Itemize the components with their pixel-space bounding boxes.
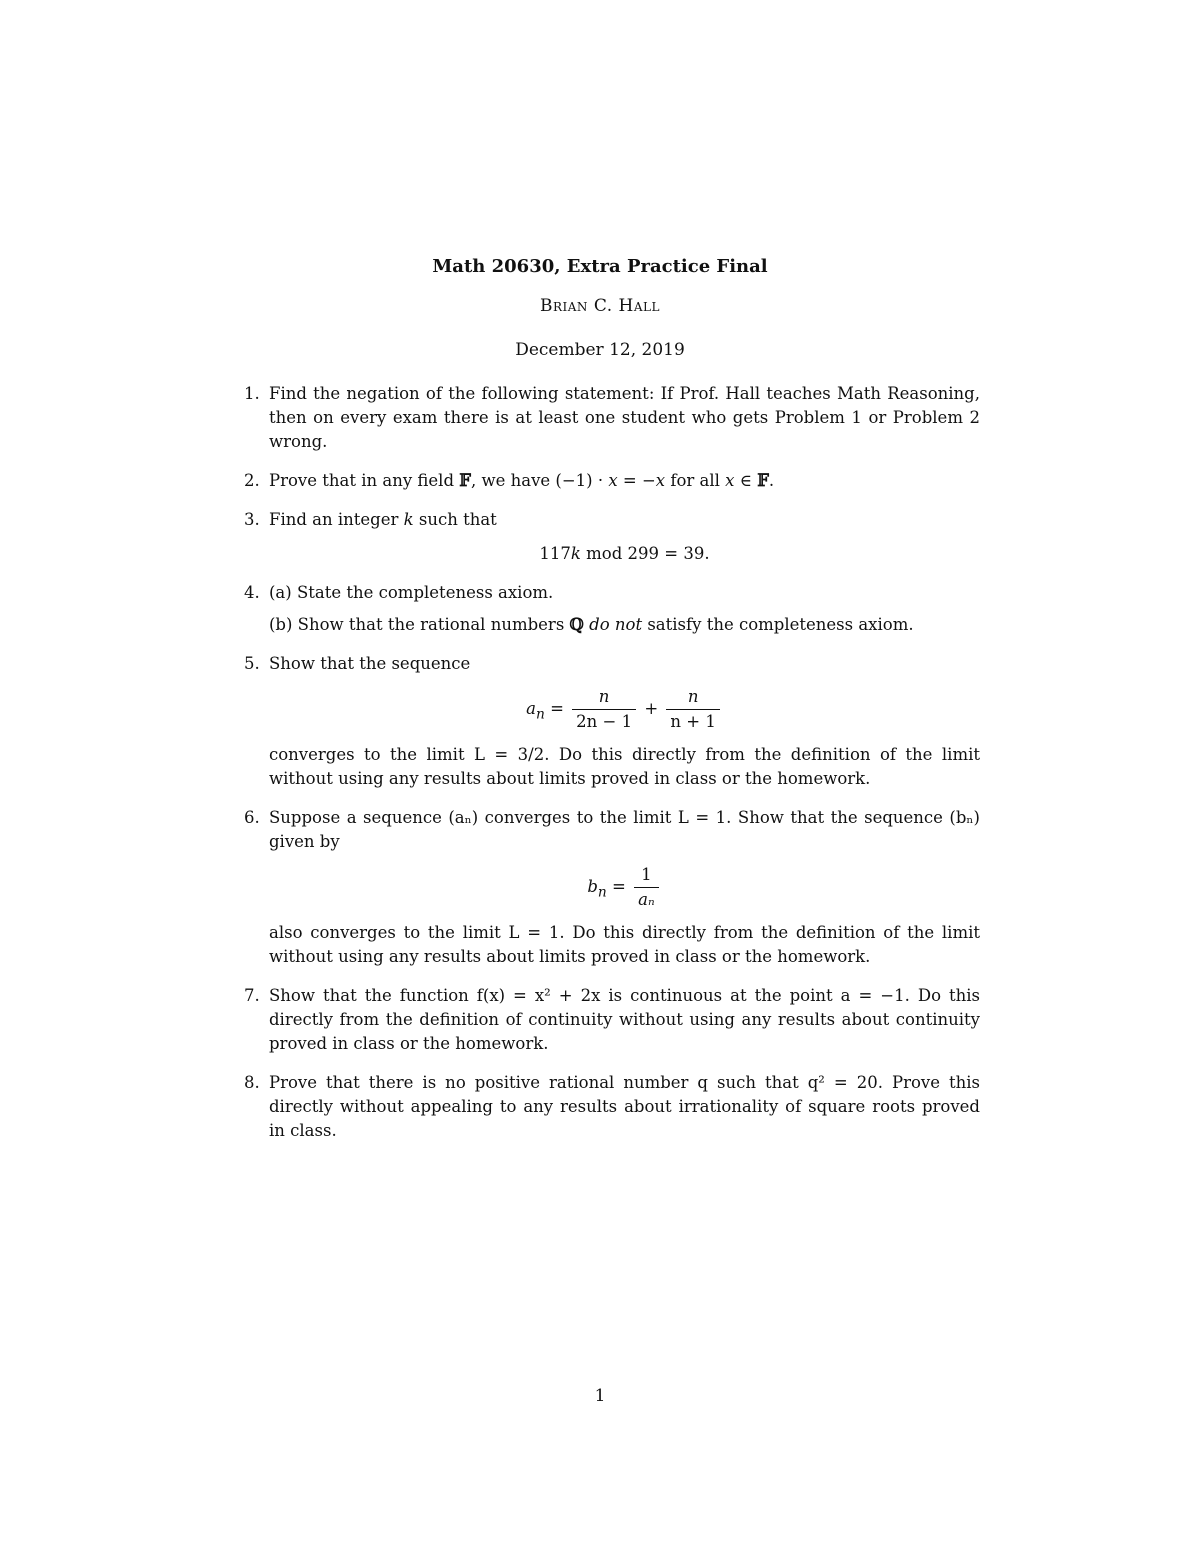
- problem-text: converges to the limit L = 3/2. Do this directly from the definition of the limit without using any results about limits proved in class or the homework.: [269, 745, 980, 788]
- problem-text: Show that the sequence: [269, 654, 471, 673]
- fraction-denominator: n + 1: [670, 712, 716, 731]
- fraction-numerator: n: [572, 686, 636, 710]
- problem-list: [244, 382, 980, 1158]
- problem-text: Show that the function f(x) = x² + 2x is continuous at the point a = −1. Do this directly from the definition of continuity without using any results about continuity proved in class or the homework.: [269, 986, 980, 1053]
- problem-4: [244, 581, 980, 637]
- problem-part-a: (a) State the completeness axiom.: [269, 583, 554, 602]
- problem-1: [244, 382, 980, 454]
- problem-text: Prove that there is no positive rational number q such that q² = 20. Prove this directly without appealing to any results about irrationality of square roots proved in class.: [269, 1073, 980, 1140]
- problem-number: 7.: [244, 986, 260, 1005]
- problem-2: [244, 469, 980, 493]
- problem-3: [244, 508, 980, 566]
- problem-number: 4.: [244, 583, 260, 602]
- problem-text: Find the negation of the following statement: If Prof. Hall teaches Math Reasoning, then on every exam there is at least one student who gets Problem 1 or Problem 2 wrong.: [269, 384, 980, 451]
- math-variable: x: [655, 471, 666, 490]
- math-variable: x: [608, 471, 618, 490]
- problem-number: 6.: [244, 808, 260, 827]
- problem-6: [244, 806, 980, 969]
- document-title: Math 20630, Extra Practice Final: [432, 256, 768, 277]
- problem-text: [269, 469, 980, 493]
- problem-number: 8.: [244, 1073, 260, 1092]
- fraction-denominator: aₙ: [638, 890, 655, 909]
- fraction: [666, 686, 719, 733]
- display-equation: [269, 542, 980, 566]
- sequence-symbol: b: [587, 877, 598, 896]
- equals-sign: =: [550, 699, 564, 718]
- plus-sign: +: [644, 699, 659, 718]
- display-equation: [269, 686, 980, 733]
- text-segment: Find an integer: [269, 510, 404, 529]
- problem-number: 1.: [244, 384, 260, 403]
- emphasis-text: do not: [589, 615, 643, 634]
- problem-number: 2.: [244, 471, 260, 490]
- text-segment: such that: [413, 510, 497, 529]
- text-segment: , we have (−1) ·: [470, 471, 609, 490]
- fraction-denominator: 2n − 1: [576, 712, 633, 731]
- text-segment: satisfy the completeness axiom.: [642, 615, 914, 634]
- problem-8: [244, 1071, 980, 1143]
- text-segment: = −: [617, 471, 656, 490]
- problem-part-b: [269, 613, 980, 637]
- problem-7: [244, 984, 980, 1056]
- problem-text: also converges to the limit L = 1. Do this directly from the definition of the limit without using any results about limits proved in class or the homework.: [269, 923, 980, 966]
- sequence-subscript: n: [535, 706, 545, 723]
- text-segment: .: [768, 471, 775, 490]
- problem-text: [269, 508, 980, 532]
- page-number: 1: [594, 1386, 606, 1406]
- document-author: Brian C. Hall: [540, 296, 660, 316]
- fraction: [572, 686, 636, 733]
- field-symbol: 𝔽: [757, 471, 769, 490]
- text-segment: ∈: [734, 471, 758, 490]
- text-segment: Prove that in any field: [269, 471, 460, 490]
- display-equation: [269, 864, 980, 911]
- fraction: [634, 864, 659, 911]
- text-segment: (b) Show that the rational numbers: [269, 615, 570, 634]
- math-variable: k: [570, 544, 581, 563]
- fraction-numerator: 1: [634, 864, 659, 888]
- equals-sign: =: [612, 877, 626, 896]
- field-symbol: 𝔽: [459, 471, 471, 490]
- problem-number: 3.: [244, 510, 260, 529]
- sequence-symbol: a: [526, 699, 536, 718]
- rationals-symbol: ℚ: [569, 615, 584, 634]
- problem-text: Suppose a sequence (aₙ) converges to the limit L = 1. Show that the sequence (bₙ) given by: [269, 808, 980, 851]
- math-variable: x: [725, 471, 735, 490]
- text-segment: for all: [665, 471, 726, 490]
- math-variable: k: [403, 510, 414, 529]
- problem-5: [244, 652, 980, 791]
- equation-rest: mod 299 = 39.: [580, 544, 710, 563]
- problem-number: 5.: [244, 654, 260, 673]
- equation-coefficient: 117: [539, 544, 571, 563]
- sequence-subscript: n: [597, 884, 607, 901]
- fraction-numerator: n: [666, 686, 719, 710]
- document-date: December 12, 2019: [515, 340, 685, 360]
